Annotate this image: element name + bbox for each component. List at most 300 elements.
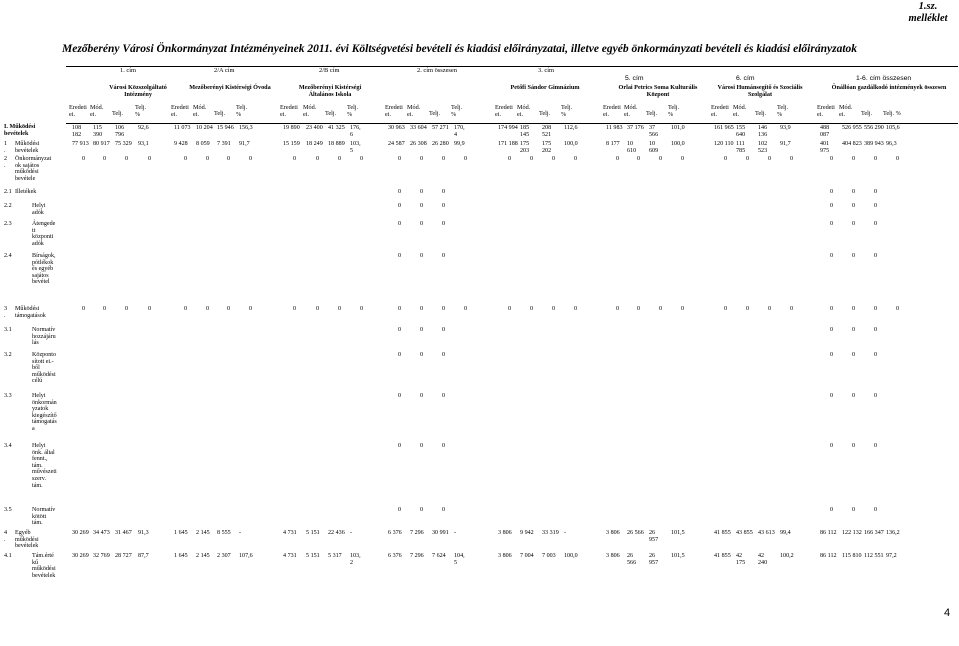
- cell-r34-c15: 0: [442, 443, 446, 449]
- cell-r41-c12: 103, 2: [350, 553, 361, 566]
- cell-r21-c15: 0: [442, 189, 446, 195]
- cell-r4-c6: 2 145: [196, 530, 210, 536]
- cell-r4-c10: 5 151: [306, 530, 320, 536]
- cell-r11-c15: 26 280: [432, 141, 449, 147]
- cell-r2-c30: 0: [852, 156, 856, 162]
- cell-r32-c30: 0: [852, 352, 856, 358]
- col-label-3: Telj.: [112, 110, 124, 117]
- cell-r3-c18: 0: [530, 306, 534, 312]
- row-3-2-label: Központo sított ei.- ből működési célú: [32, 352, 57, 385]
- cell-r2-c31: 0: [874, 156, 878, 162]
- cell-r41-c3: 28 727: [115, 553, 132, 559]
- row-2-2-num: 2.2: [4, 203, 12, 209]
- cell-r4-c4: 91,3: [138, 530, 149, 536]
- cell-r2-c21: 0: [616, 156, 620, 162]
- cell-r2-c14: 0: [420, 156, 424, 162]
- row-2-3-label: Átengede tt központi adók: [32, 221, 56, 247]
- cell-r41-c8: 107,6: [239, 553, 253, 559]
- cell-r4-c14: 7 296: [410, 530, 424, 536]
- cell-r1-c23: 37 566: [649, 125, 659, 138]
- title-2-total: 2. cím összesen: [417, 67, 457, 74]
- cell-r4-c9: 4 731: [283, 530, 297, 536]
- col-label-21: Eredeti ei.: [603, 104, 621, 118]
- cell-r1-c27: 146 136: [758, 125, 768, 138]
- cell-r21-c31: 0: [874, 189, 878, 195]
- cell-r41-c4: 87,7: [138, 553, 149, 559]
- annex-line-1: 1.sz.: [918, 1, 938, 12]
- col-label-31: Telj.: [861, 110, 873, 117]
- row-3-3-label: Helyi önkormán yzatok kiegészítő támogatás a: [32, 393, 57, 432]
- cell-r2-c11: 0: [338, 156, 342, 162]
- col-label-19: Telj.: [539, 110, 551, 117]
- cell-r4-c18: 9 942: [520, 530, 534, 536]
- title-1: 1. cím: [120, 67, 136, 74]
- cell-r31-c15: 0: [442, 327, 446, 333]
- cell-r1-c5: 11 073: [174, 125, 191, 131]
- cell-r3-c31: 0: [874, 306, 878, 312]
- col-label-1: Eredeti ei.: [69, 104, 87, 118]
- cell-r2-c9: 0: [293, 156, 297, 162]
- cell-r11-c8: 91,7: [239, 141, 250, 147]
- cell-r1-c13: 30 963: [388, 125, 405, 131]
- cell-r2-c24: 0: [681, 156, 685, 162]
- annex-line-2: melléklet: [908, 13, 948, 24]
- cell-r3-c5: 0: [184, 306, 188, 312]
- cell-r32-c29: 0: [830, 352, 834, 358]
- cell-r11-c14: 26 308: [410, 141, 427, 147]
- row-3-5-num: 3.5: [4, 507, 12, 513]
- cell-r1-c21: 11 983: [606, 125, 623, 131]
- cell-r2-c1: 0: [82, 156, 86, 162]
- row-3-2-num: 3.2: [4, 352, 12, 358]
- title-2b: 2/B cím: [319, 67, 340, 74]
- col-label-27: Telj.: [755, 110, 767, 117]
- cell-r11-c28: 91,7: [780, 141, 791, 147]
- cell-r3-c10: 0: [316, 306, 320, 312]
- cell-r41-c28: 100,2: [780, 553, 794, 559]
- cell-r41-c11: 5 317: [328, 553, 342, 559]
- cell-r1-c16: 170, 4: [454, 125, 465, 138]
- cell-r31-c13: 0: [398, 327, 402, 333]
- row-4-1-label: Tám.érté kű működési bevételek: [32, 553, 56, 579]
- cell-r32-c13: 0: [398, 352, 402, 358]
- cell-r11-c22: 10 610: [627, 141, 637, 154]
- cell-r3-c7: 0: [227, 306, 231, 312]
- cell-r2-c4: 0: [148, 156, 152, 162]
- cell-r1-c8: 156,3: [239, 125, 253, 131]
- cell-r1-c11: 41 325: [328, 125, 345, 131]
- cell-r1-c29: 488 087: [820, 125, 830, 138]
- cell-r4-c31: 166 347: [864, 530, 884, 536]
- cell-r35-c15: 0: [442, 507, 446, 513]
- cell-r3-c16: 0: [464, 306, 468, 312]
- cell-r3-c23: 0: [659, 306, 663, 312]
- col-label-30: Mód. ei.: [839, 104, 853, 118]
- col-label-25: Eredeti ei.: [711, 104, 729, 118]
- cell-r1-c17: 174 994: [498, 125, 518, 131]
- cell-r34-c14: 0: [420, 443, 424, 449]
- cell-r11-c27: 102 523: [758, 141, 768, 154]
- col-label-13: Eredeti ei.: [385, 104, 403, 118]
- col-label-5: Eredeti ei.: [171, 104, 189, 118]
- cell-r22-c15: 0: [442, 203, 446, 209]
- cell-r4-c24: 101,5: [671, 530, 685, 536]
- cell-r1-c28: 93,9: [780, 125, 791, 131]
- cell-r41-c18: 7 004: [520, 553, 534, 559]
- cell-r2-c25: 0: [724, 156, 728, 162]
- row-1-label: I. Működési bevételek: [4, 124, 36, 137]
- cell-r24-c15: 0: [442, 253, 446, 259]
- inst-varosi-kozszolgaltato: Városi Közszolgáltató Intézmény: [109, 84, 167, 98]
- cell-r11-c18: 175 203: [520, 141, 530, 154]
- title-6: 6. cím: [736, 75, 755, 82]
- cell-r1-c3: 106 796: [115, 125, 125, 138]
- inst-osszesen: Önállóan gazdálkodó intézmények összesen: [831, 84, 947, 91]
- cell-r41-c17: 3 806: [498, 553, 512, 559]
- col-label-20: Telj. %: [561, 104, 573, 118]
- inst-ovoda: Mezőberényi Kistérségi Óvoda: [189, 84, 271, 91]
- cell-r2-c18: 0: [530, 156, 534, 162]
- col-label-10: Mód. ei.: [303, 104, 317, 118]
- cell-r4-c25: 41 855: [714, 530, 731, 536]
- cell-r41-c32: 97,2: [886, 553, 897, 559]
- cell-r35-c13: 0: [398, 507, 402, 513]
- cell-r4-c32: 136,2: [886, 530, 900, 536]
- cell-r4-c27: 43 613: [758, 530, 775, 536]
- cell-r34-c13: 0: [398, 443, 402, 449]
- cell-r35-c29: 0: [830, 507, 834, 513]
- cell-r2-c12: 0: [360, 156, 364, 162]
- cell-r23-c31: 0: [874, 221, 878, 227]
- cell-r24-c13: 0: [398, 253, 402, 259]
- col-label-14: Mód. ei.: [407, 104, 421, 118]
- col-label-7: Telj.: [214, 110, 226, 117]
- cell-r41-c30: 115 810: [842, 553, 862, 559]
- row-3-1-num: 3.1: [4, 327, 12, 333]
- cell-r41-c19: 7 003: [542, 553, 556, 559]
- row-3-1-label: Normatív hozzájáru lás: [32, 327, 56, 347]
- page-number: 4: [944, 607, 951, 619]
- cell-r31-c14: 0: [420, 327, 424, 333]
- cell-r3-c6: 0: [206, 306, 210, 312]
- cell-r4-c5: 1 645: [174, 530, 188, 536]
- inst-altalanos-iskola: Mezőberényi Kistérségi Általános Iskola: [298, 84, 362, 98]
- row-4-num: 4 .: [4, 530, 8, 543]
- col-label-15: Telj.: [429, 110, 441, 117]
- cell-r34-c29: 0: [830, 443, 834, 449]
- cell-r34-c30: 0: [852, 443, 856, 449]
- cell-r1-c24: 101,0: [671, 125, 685, 131]
- cell-r1-c12: 176, 6: [350, 125, 361, 138]
- cell-r41-c15: 7 624: [432, 553, 446, 559]
- cell-r22-c30: 0: [852, 203, 856, 209]
- cell-r3-c9: 0: [293, 306, 297, 312]
- cell-r32-c31: 0: [874, 352, 878, 358]
- inst-gimnazium: Petőfi Sándor Gimnázium: [510, 84, 580, 91]
- cell-r4-c23: 26 957: [649, 530, 659, 543]
- row-3-4-label: Helyi önk. által fennt., tám. művészeti szerv. tám.: [32, 443, 57, 489]
- cell-r11-c32: 96,3: [886, 141, 897, 147]
- cell-r1-c1: 108 182: [72, 125, 82, 138]
- cell-r41-c1: 30 269: [72, 553, 89, 559]
- inst-humansegito: Városi Humánsegítő és Szociális Szolgálat: [717, 84, 803, 98]
- cell-r41-c22: 26 566: [627, 553, 637, 566]
- cell-r2-c10: 0: [316, 156, 320, 162]
- cell-r3-c19: 0: [552, 306, 556, 312]
- cell-r31-c29: 0: [830, 327, 834, 333]
- cell-r2-c5: 0: [184, 156, 188, 162]
- title-5: 5. cím: [625, 75, 644, 82]
- cell-r3-c30: 0: [852, 306, 856, 312]
- cell-r3-c29: 0: [830, 306, 834, 312]
- cell-r3-c17: 0: [508, 306, 512, 312]
- cell-r33-c31: 0: [874, 393, 878, 399]
- col-label-18: Mód. ei.: [517, 104, 531, 118]
- cell-r3-c15: 0: [442, 306, 446, 312]
- cell-r11-c11: 18 889: [328, 141, 345, 147]
- cell-r1-c18: 185 145: [520, 125, 530, 138]
- cell-r41-c7: 2 307: [217, 553, 231, 559]
- row-1-1-label: Működési bevételek: [15, 141, 40, 154]
- cell-r41-c13: 6 376: [388, 553, 402, 559]
- col-label-17: Eredeti ei.: [495, 104, 513, 118]
- cell-r23-c30: 0: [852, 221, 856, 227]
- cell-r35-c14: 0: [420, 507, 424, 513]
- cell-r41-c29: 86 112: [820, 553, 837, 559]
- cell-r3-c27: 0: [768, 306, 772, 312]
- row-3-5-label: Normatív kötött tám.: [32, 507, 56, 527]
- cell-r3-c32: 0: [896, 306, 900, 312]
- cell-r22-c29: 0: [830, 203, 834, 209]
- cell-r41-c14: 7 296: [410, 553, 424, 559]
- col-label-24: Telj. %: [668, 104, 680, 118]
- cell-r4-c19: 33 319: [542, 530, 559, 536]
- cell-r23-c29: 0: [830, 221, 834, 227]
- cell-r2-c23: 0: [659, 156, 663, 162]
- row-2-1-label: Illetékek: [15, 189, 37, 195]
- cell-r31-c31: 0: [874, 327, 878, 333]
- row-3-4-num: 3.4: [4, 443, 12, 449]
- col-label-11: Telj.: [325, 110, 337, 117]
- cell-r2-c3: 0: [125, 156, 129, 162]
- row-2-4-label: Bírságok, pótlékok és egyéb sajátos bevétel: [32, 253, 56, 286]
- col-label-12: Telj. %: [347, 104, 359, 118]
- row-2-1-num: 2.1: [4, 189, 12, 195]
- cell-r32-c15: 0: [442, 352, 446, 358]
- row-3-num: 3 .: [4, 306, 8, 319]
- cell-r11-c7: 7 391: [217, 141, 231, 147]
- cell-r41-c20: 100,0: [564, 553, 578, 559]
- row-4-label: Egyéb működési bevételek: [15, 530, 39, 550]
- cell-r2-c17: 0: [508, 156, 512, 162]
- cell-r1-c30: 526 955: [842, 125, 862, 131]
- cell-r33-c14: 0: [420, 393, 424, 399]
- cell-r3-c1: 0: [82, 306, 86, 312]
- cell-r4-c17: 3 806: [498, 530, 512, 536]
- cell-r41-c26: 42 175: [736, 553, 746, 566]
- cell-r23-c14: 0: [420, 221, 424, 227]
- cell-r11-c12: 103, 5: [350, 141, 361, 154]
- cell-r1-c10: 23 400: [306, 125, 323, 131]
- cell-r21-c14: 0: [420, 189, 424, 195]
- cell-r4-c30: 122 132: [842, 530, 862, 536]
- cell-r4-c2: 34 473: [93, 530, 110, 536]
- cell-r3-c28: 0: [790, 306, 794, 312]
- cell-r1-c20: 112,6: [564, 125, 578, 131]
- col-label-8: Telj. %: [236, 104, 248, 118]
- cell-r11-c29: 401 975: [820, 141, 830, 154]
- cell-r1-c19: 208 521: [542, 125, 552, 138]
- col-label-28: Telj. %: [777, 104, 789, 118]
- cell-r3-c8: 0: [249, 306, 253, 312]
- cell-r32-c14: 0: [420, 352, 424, 358]
- row-2-3-num: 2.3: [4, 221, 12, 227]
- cell-r11-c21: 8 177: [606, 141, 620, 147]
- document-title: Mezőberény Városi Önkormányzat Intézményeinek 2011. évi Költségvetési bevételi és kiadási előirányzatai, illetve egyéb önkormányzati bevételi és kiadási előirányzatok: [62, 43, 858, 55]
- cell-r1-c7: 15 946: [217, 125, 234, 131]
- cell-r41-c25: 41 855: [714, 553, 731, 559]
- cell-r4-c26: 43 855: [736, 530, 753, 536]
- cell-r3-c14: 0: [420, 306, 424, 312]
- cell-r2-c15: 0: [442, 156, 446, 162]
- cell-r11-c3: 75 329: [115, 141, 132, 147]
- cell-r41-c27: 42 240: [758, 553, 768, 566]
- cell-r41-c24: 101,5: [671, 553, 685, 559]
- cell-r3-c21: 0: [616, 306, 620, 312]
- cell-r24-c30: 0: [852, 253, 856, 259]
- cell-r41-c23: 26 957: [649, 553, 659, 566]
- cell-r2-c2: 0: [103, 156, 107, 162]
- cell-r4-c13: 6 376: [388, 530, 402, 536]
- cell-r1-c14: 33 604: [410, 125, 427, 131]
- cell-r4-c11: 22 436: [328, 530, 345, 536]
- cell-r11-c1: 77 913: [72, 141, 89, 147]
- col-label-9: Eredeti ei.: [280, 104, 298, 118]
- cell-r41-c9: 4 731: [283, 553, 297, 559]
- cell-r11-c6: 8 059: [196, 141, 210, 147]
- cell-r4-c16: -: [454, 530, 457, 536]
- cell-r2-c13: 0: [398, 156, 402, 162]
- cell-r4-c28: 99,4: [780, 530, 791, 536]
- cell-r11-c20: 100,0: [564, 141, 578, 147]
- cell-r35-c31: 0: [874, 507, 878, 513]
- cell-r4-c3: 31 467: [115, 530, 132, 536]
- col-label-4: Telj. %: [135, 104, 147, 118]
- cell-r1-c4: 92,6: [138, 125, 149, 131]
- cell-r24-c14: 0: [420, 253, 424, 259]
- cell-r11-c30: 404 823: [842, 141, 862, 147]
- cell-r31-c30: 0: [852, 327, 856, 333]
- cell-r2-c32: 0: [896, 156, 900, 162]
- cell-r33-c13: 0: [398, 393, 402, 399]
- row-1-1-num: 1 .: [4, 141, 8, 154]
- cell-r4-c8: -: [239, 530, 242, 536]
- cell-r11-c25: 120 110: [714, 141, 734, 147]
- cell-r3-c4: 0: [148, 306, 152, 312]
- col-label-16: Telj. %: [451, 104, 463, 118]
- cell-r21-c30: 0: [852, 189, 856, 195]
- cell-r33-c30: 0: [852, 393, 856, 399]
- cell-r4-c22: 26 566: [627, 530, 644, 536]
- row-2-2-label: Helyi adók: [32, 203, 46, 216]
- cell-r41-c5: 1 645: [174, 553, 188, 559]
- cell-r3-c26: 0: [746, 306, 750, 312]
- cell-r4-c1: 30 269: [72, 530, 89, 536]
- col-label-23: Telj.: [646, 110, 658, 117]
- cell-r22-c31: 0: [874, 203, 878, 209]
- cell-r11-c17: 171 188: [498, 141, 518, 147]
- cell-r2-c7: 0: [227, 156, 231, 162]
- cell-r3-c20: 0: [574, 306, 578, 312]
- cell-r3-c3: 0: [125, 306, 129, 312]
- title-1-6-total: 1-6. cím összesen: [856, 75, 912, 82]
- cell-r1-c6: 10 204: [196, 125, 213, 131]
- cell-r24-c29: 0: [830, 253, 834, 259]
- title-3: 3. cím: [538, 67, 554, 74]
- cell-r3-c12: 0: [360, 306, 364, 312]
- cell-r2-c27: 0: [768, 156, 772, 162]
- cell-r33-c15: 0: [442, 393, 446, 399]
- cell-r3-c22: 0: [637, 306, 641, 312]
- cell-r34-c31: 0: [874, 443, 878, 449]
- col-label-29: Eredeti ei.: [817, 104, 835, 118]
- cell-r11-c9: 15 159: [283, 141, 300, 147]
- cell-r3-c25: 0: [724, 306, 728, 312]
- cell-r1-c15: 57 271: [432, 125, 449, 131]
- row-3-3-num: 3.3: [4, 393, 12, 399]
- cell-r11-c10: 18 249: [306, 141, 323, 147]
- cell-r23-c15: 0: [442, 221, 446, 227]
- cell-r1-c2: 115 390: [93, 125, 103, 138]
- cell-r1-c9: 19 890: [283, 125, 300, 131]
- cell-r11-c24: 100,0: [671, 141, 685, 147]
- cell-r1-c26: 155 640: [736, 125, 746, 138]
- cell-r41-c21: 3 806: [606, 553, 620, 559]
- cell-r1-c22: 37 176: [627, 125, 644, 131]
- cell-r22-c14: 0: [420, 203, 424, 209]
- cell-r2-c8: 0: [249, 156, 253, 162]
- cell-r2-c22: 0: [637, 156, 641, 162]
- cell-r11-c2: 80 917: [93, 141, 110, 147]
- row-2-num: 2 .: [4, 156, 8, 169]
- cell-r4-c12: -: [350, 530, 353, 536]
- row-3-label: Működési támogatások: [15, 306, 46, 319]
- cell-r35-c30: 0: [852, 507, 856, 513]
- cell-r11-c19: 175 202: [542, 141, 552, 154]
- cell-r11-c16: 99,9: [454, 141, 465, 147]
- cell-r21-c13: 0: [398, 189, 402, 195]
- cell-r2-c28: 0: [790, 156, 794, 162]
- cell-r41-c6: 2 145: [196, 553, 210, 559]
- cell-r1-c31: 556 290: [864, 125, 884, 131]
- cell-r2-c29: 0: [830, 156, 834, 162]
- row-2-4-num: 2.4: [4, 253, 12, 259]
- cell-r3-c13: 0: [398, 306, 402, 312]
- cell-r4-c21: 3 806: [606, 530, 620, 536]
- cell-r3-c11: 0: [338, 306, 342, 312]
- cell-r11-c23: 10 609: [649, 141, 659, 154]
- cell-r4-c29: 86 112: [820, 530, 837, 536]
- cell-r41-c2: 32 769: [93, 553, 110, 559]
- cell-r2-c26: 0: [746, 156, 750, 162]
- cell-r4-c20: -: [564, 530, 567, 536]
- inst-kulturalis-kozpont: Orlai Petrics Soma Kulturális Központ: [618, 84, 698, 98]
- cell-r2-c16: 0: [464, 156, 468, 162]
- cell-r41-c10: 5 151: [306, 553, 320, 559]
- cell-r23-c13: 0: [398, 221, 402, 227]
- col-label-2: Mód. ei.: [90, 104, 104, 118]
- cell-r11-c4: 93,1: [138, 141, 149, 147]
